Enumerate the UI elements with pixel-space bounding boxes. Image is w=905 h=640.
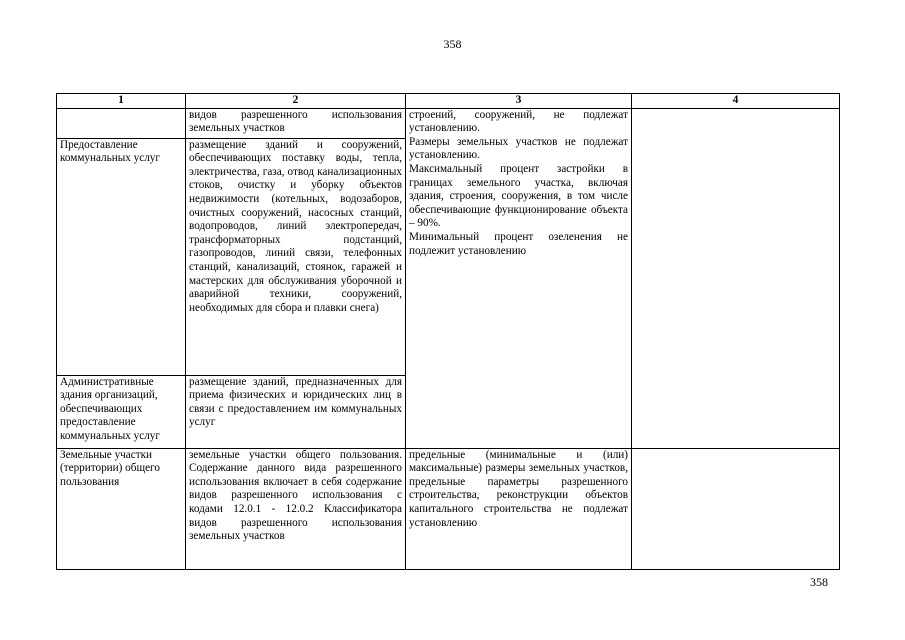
cell-parameters	[406, 108, 632, 448]
header-col-4: 4	[632, 94, 840, 109]
cell-use-description: размещение зданий, предназначенных для приема физических и юридических лиц в связи с предоставлением им коммунальных услуг	[186, 375, 406, 448]
cell-use-description: земельные участки общего пользования. Содержание данного вида разрешенного использования включает в себя содержание видов разрешенного использования с кодами 12.0.1 - 12.0.2 Классификатора видов разрешенного использования земельных участков	[186, 448, 406, 569]
header-col-2: 2	[186, 94, 406, 109]
table-row	[57, 108, 840, 138]
cell-restrictions	[632, 448, 840, 569]
cell-use-name: Административные здания организаций, обеспечивающих предоставление коммунальных услуг	[57, 375, 186, 448]
cell-use-name: Предоставление коммунальных услуг	[57, 138, 186, 375]
cell-use-name	[57, 108, 186, 138]
table-row	[57, 448, 840, 569]
cell-use-description: видов разрешенного использования земельных участков	[186, 108, 406, 138]
cell-use-description: размещение зданий и сооружений, обеспечивающих поставку воды, тепла, электричества, газа, отвод канализационных стоков, очистку и уборку объектов недвижимости (котельных, водозаборов, очистных сооружений, насосных станций, водопроводов, линий электропередач, трансформаторных подстанций, газопроводов, линий связи, телефонных станций, канализаций, стоянок, гаражей и мастерских для обслуживания уборочной и аварийной техники, сооружений, необходимых для сбора и плавки снега)	[186, 138, 406, 375]
header-col-1: 1	[57, 94, 186, 109]
header-col-3: 3	[406, 94, 632, 109]
page-number-top: 358	[443, 37, 462, 51]
cell-restrictions	[632, 108, 840, 448]
cell-parameters: предельные (минимальные и (или) максимальные) размеры земельных участков, предельные параметры разрешенного строительства, реконструкции объектов капитального строительства не подлежат установлению	[406, 448, 632, 569]
page-number-bottom: 358	[810, 575, 828, 589]
table-header-row	[57, 94, 840, 109]
cell-use-name: Земельные участки (территории) общего пользования	[57, 448, 186, 569]
parameters-text: строений, сооружений, не подлежат установлению. Размеры земельных участков не подлежат установлению. Максимальный процент застройки в границах земельного участка, включая здания, строения, сооружения, в том числе обеспечивающие функционирование объекта – 90%. Минимальный процент озеленения не подлежит установлению	[409, 108, 628, 257]
land-use-regulation-table	[56, 93, 840, 570]
